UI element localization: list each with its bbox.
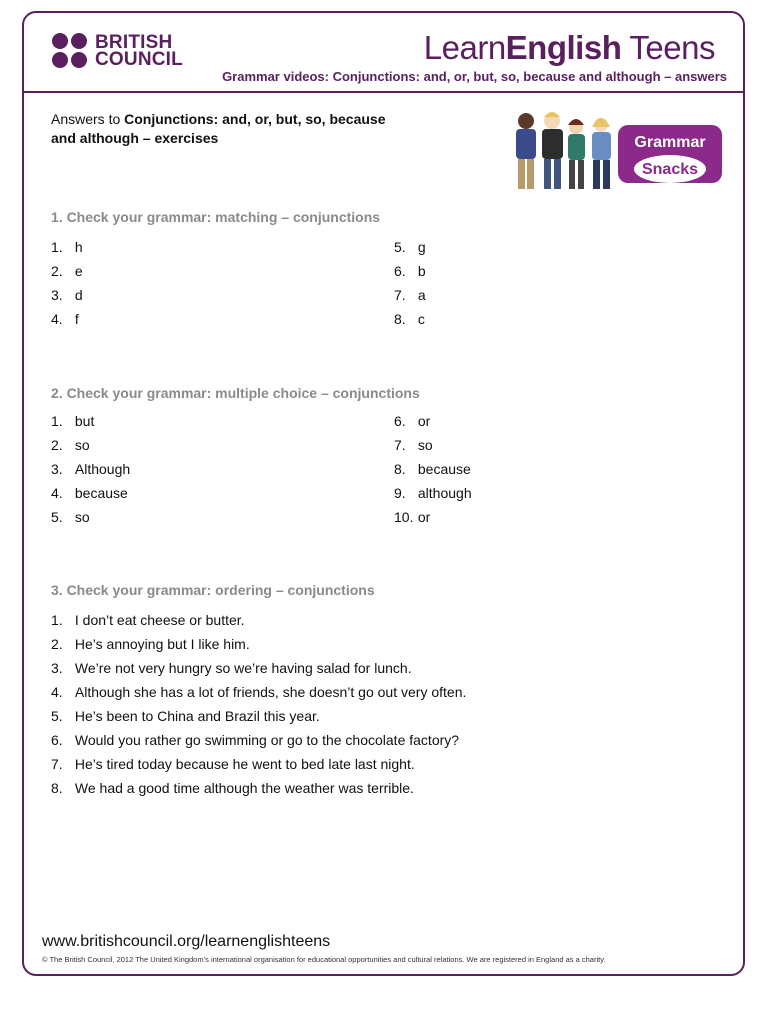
- list-item: 1. I don’t eat cheese or butter.: [51, 612, 245, 628]
- grammar-snacks-badge: [618, 125, 722, 183]
- logo-text-line1: BRITISH: [95, 31, 173, 53]
- list-item: 5. g: [394, 239, 426, 255]
- list-item: 5. He’s been to China and Brazil this year.: [51, 708, 320, 724]
- list-item: 1. h: [51, 239, 83, 255]
- list-item: 1. but: [51, 413, 95, 429]
- list-item: 8. We had a good time although the weather was terrible.: [51, 780, 414, 796]
- badge-line1: Grammar: [634, 134, 706, 151]
- brand-teens: Teens: [621, 29, 715, 66]
- character-1: [516, 113, 536, 189]
- british-council-logo: [52, 33, 183, 68]
- character-4: [592, 118, 611, 189]
- list-item: 6. or: [394, 413, 431, 429]
- list-item: 7. a: [394, 287, 426, 303]
- list-item: 3. Although: [51, 461, 131, 477]
- list-item: 10. or: [394, 509, 431, 525]
- section-1-left-list: [51, 235, 83, 331]
- footer-legal-text: © The British Council, 2012 The United Kingdom’s international organisation for educational opportunities and cultural relations. We are registered in England as a charity.: [42, 955, 606, 964]
- list-item: 2. He’s annoying but I like him.: [51, 636, 250, 652]
- section-1-right-list: [394, 235, 426, 331]
- list-item: 7. so: [394, 437, 433, 453]
- logo-text: [95, 31, 183, 70]
- page-frame: [22, 11, 745, 976]
- list-item: 8. c: [394, 311, 425, 327]
- learnenglish-teens-brand: [424, 29, 715, 67]
- list-item: 2. so: [51, 437, 90, 453]
- section-2-right-list: [394, 409, 472, 529]
- logo-dots-icon: [52, 33, 87, 68]
- intro-suffix: – exercises: [138, 130, 219, 146]
- list-item: 6. Would you rather go swimming or go to the chocolate factory?: [51, 732, 460, 748]
- character-2: [542, 112, 563, 189]
- list-item: 9. although: [394, 485, 472, 501]
- footer-url-link[interactable]: www.britishcouncil.org/learnenglishteens: [42, 933, 331, 950]
- list-item: 2. e: [51, 263, 83, 279]
- header-divider: [24, 91, 743, 93]
- header-subtitle: Grammar videos: Conjunctions: and, or, but, so, because and although – answers: [222, 69, 727, 84]
- list-item: 8. because: [394, 461, 471, 477]
- logo-text-line2: COUNCIL: [95, 48, 183, 70]
- section-3-list: [51, 608, 466, 800]
- brand-english: English: [505, 29, 622, 66]
- list-item: 3. We’re not very hungry so we’re having salad for lunch.: [51, 660, 412, 676]
- intro-title: Conjunctions: and, or, but, so, because and although: [51, 111, 386, 146]
- list-item: 4. Although she has a lot of friends, she doesn’t go out very often.: [51, 684, 467, 700]
- list-item: 4. f: [51, 311, 79, 327]
- section-1-title: 1. Check your grammar: matching – conjunctions: [51, 209, 381, 225]
- list-item: 6. b: [394, 263, 426, 279]
- list-item: 3. d: [51, 287, 83, 303]
- grammar-snacks-mascot: [506, 111, 726, 197]
- section-2-left-list: [51, 409, 130, 529]
- list-item: 5. so: [51, 509, 90, 525]
- intro-text: [51, 110, 411, 148]
- badge-line2: Snacks: [641, 161, 699, 178]
- list-item: 7. He’s tired today because he went to bed late last night.: [51, 756, 415, 772]
- section-3-title: 3. Check your grammar: ordering – conjunctions: [51, 582, 375, 598]
- list-item: 4. because: [51, 485, 128, 501]
- section-2-title: 2. Check your grammar: multiple choice – conjunctions: [51, 385, 420, 401]
- brand-learn: Learn: [423, 29, 506, 66]
- intro-prefix: Answers to: [51, 111, 125, 127]
- character-3: [568, 119, 585, 189]
